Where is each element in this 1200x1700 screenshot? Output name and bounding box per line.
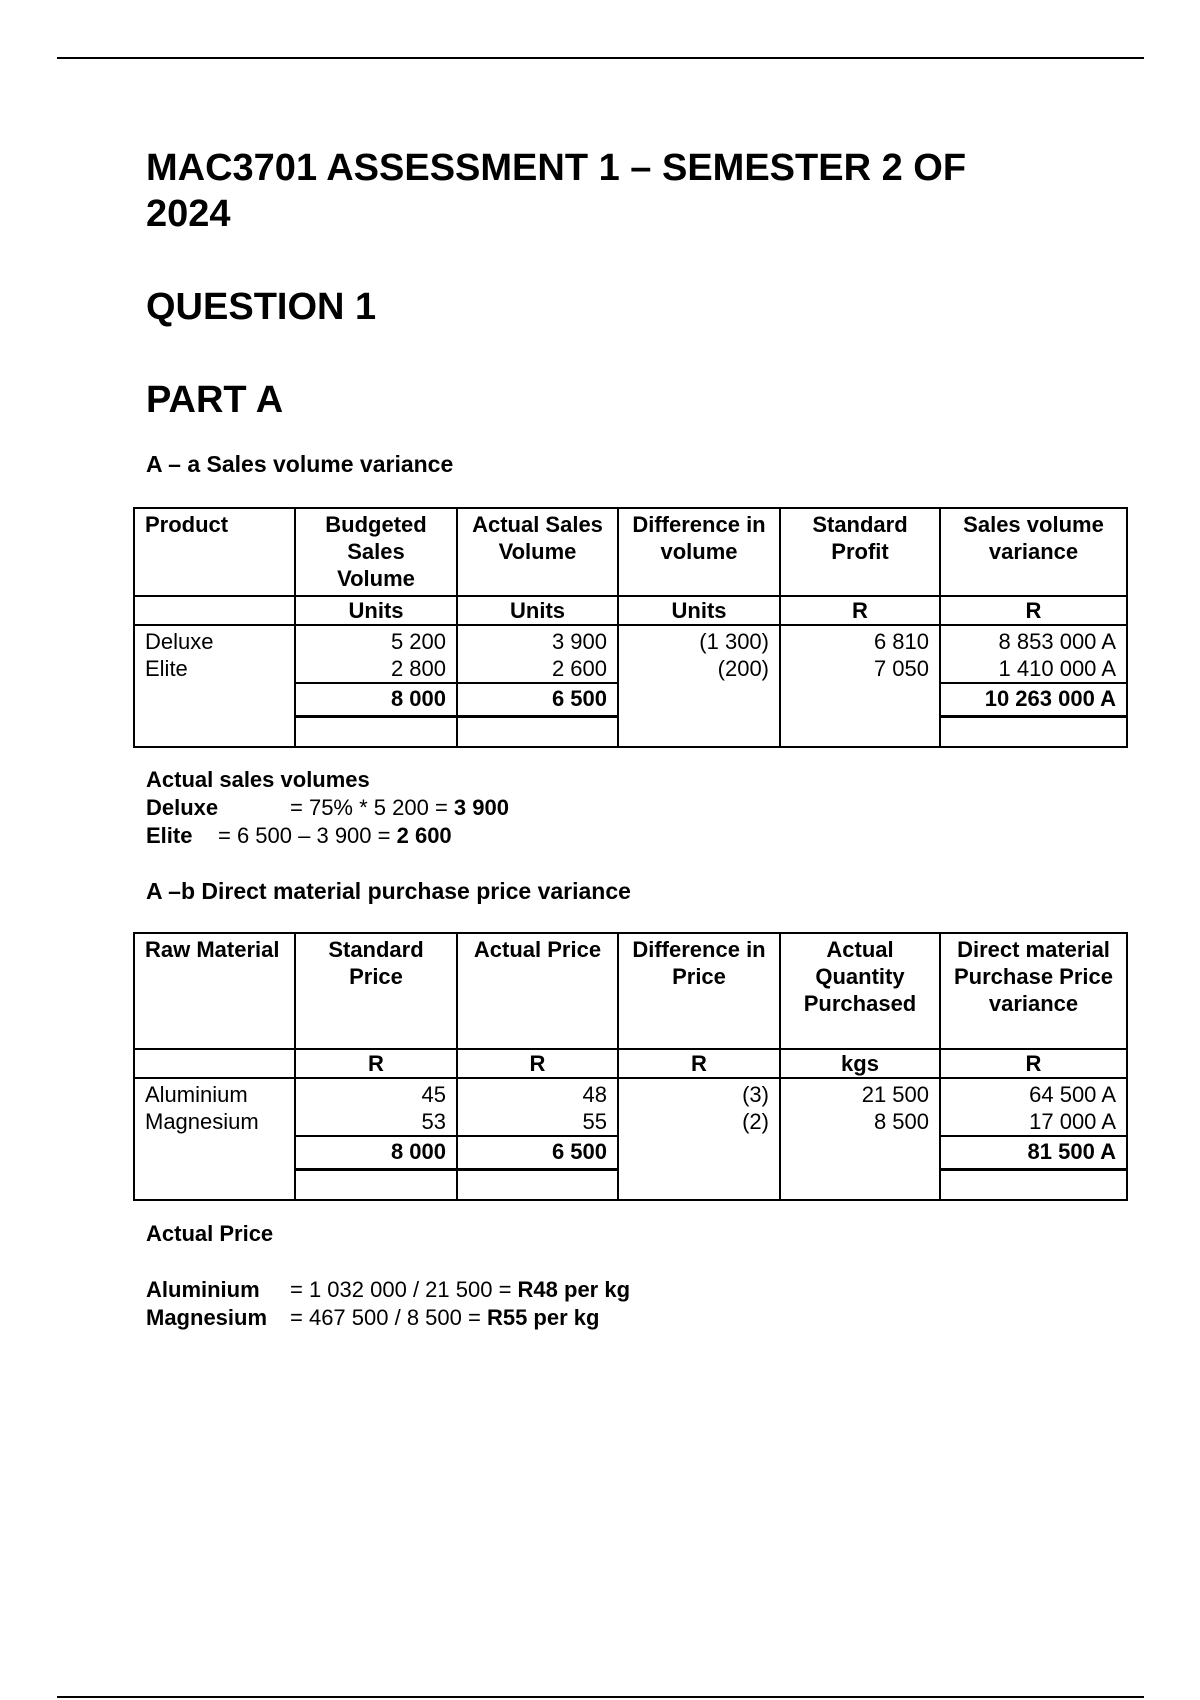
difference-cell: (1 300) [618, 625, 780, 655]
unit-cell: R [618, 1049, 780, 1078]
price-variance-table [133, 932, 1128, 1201]
units-row [134, 1049, 1127, 1078]
col-header: Raw Material [134, 933, 295, 1049]
actual-price-heading: Actual Price [146, 1221, 274, 1246]
difference-cell: (200) [618, 655, 780, 683]
actual-cell: 3 900 [457, 625, 618, 655]
unit-cell: Units [295, 596, 457, 625]
actual-price-block [146, 1220, 630, 1332]
magnesium-label: Magnesium [146, 1305, 268, 1330]
variance-cell: 17 000 A [940, 1108, 1127, 1136]
magnesium-calc: = 467 500 / 8 500 = [290, 1305, 487, 1330]
unit-cell: R [940, 596, 1127, 625]
col-header: Actual Sales Volume [457, 508, 618, 596]
document-title: MAC3701 ASSESSMENT 1 – SEMESTER 2 OF 2024 [146, 147, 967, 235]
standard-price-cell: 53 [295, 1108, 457, 1136]
table-row [134, 655, 1127, 683]
unit-cell: kgs [780, 1049, 940, 1078]
variance-cell: 1 410 000 A [940, 655, 1127, 683]
col-header: Standard Price [295, 933, 457, 1049]
unit-cell: R [457, 1049, 618, 1078]
quantity-cell: 8 500 [780, 1108, 940, 1136]
elite-result: 2 600 [396, 823, 452, 848]
unit-cell: Units [457, 596, 618, 625]
budgeted-cell: 2 800 [295, 655, 457, 683]
top-rule [57, 57, 1144, 59]
quantity-cell: 21 500 [780, 1078, 940, 1108]
total-row [134, 683, 1127, 717]
unit-cell: Units [618, 596, 780, 625]
profit-cell: 6 810 [780, 625, 940, 655]
actual-sales-heading: Actual sales volumes [146, 767, 370, 792]
aluminium-result: R48 per kg [517, 1277, 631, 1302]
deluxe-calc: = 75% * 5 200 = [290, 795, 454, 820]
question-heading: QUESTION 1 [146, 286, 377, 328]
variance-total: 10 263 000 A [940, 683, 1127, 717]
deluxe-result: 3 900 [453, 795, 509, 820]
table-footer-row [134, 1170, 1127, 1201]
unit-cell: R [295, 1049, 457, 1078]
units-row [134, 596, 1127, 625]
actual-total: 6 500 [457, 1136, 618, 1170]
standard-total: 8 000 [295, 1136, 457, 1170]
col-header: Budgeted Sales Volume [295, 508, 457, 596]
magnesium-result: R55 per kg [486, 1305, 600, 1330]
unit-cell [134, 1049, 295, 1078]
actual-sales-block [146, 766, 509, 850]
part-heading: PART A [146, 379, 284, 421]
unit-cell: R [780, 596, 940, 625]
actual-price-cell: 48 [457, 1078, 618, 1108]
col-header: Sales volume variance [940, 508, 1127, 596]
aluminium-calc: = 1 032 000 / 21 500 = [290, 1277, 518, 1302]
table-row [134, 625, 1127, 655]
bottom-rule [57, 1696, 1144, 1698]
difference-cell: (2) [618, 1108, 780, 1136]
col-header: Difference in volume [618, 508, 780, 596]
material-cell: Magnesium [134, 1108, 295, 1136]
col-header: Product [134, 508, 295, 596]
profit-cell: 7 050 [780, 655, 940, 683]
col-header: Difference in Price [618, 933, 780, 1049]
col-header: Direct material Purchase Price variance [940, 933, 1127, 1049]
table-footer-row [134, 717, 1127, 748]
sales-volume-table [133, 507, 1128, 748]
aluminium-label: Aluminium [146, 1277, 260, 1302]
sales-volume-heading: A – a Sales volume variance [146, 451, 454, 477]
standard-price-cell: 45 [295, 1078, 457, 1108]
table-header-row [134, 933, 1127, 1049]
total-row [134, 1136, 1127, 1170]
elite-calc: = 6 500 – 3 900 = [218, 823, 397, 848]
col-header: Actual Quantity Purchased [780, 933, 940, 1049]
material-cell: Aluminium [134, 1078, 295, 1108]
deluxe-label: Deluxe [146, 795, 219, 820]
actual-total: 6 500 [457, 683, 618, 717]
elite-label: Elite [146, 823, 193, 848]
unit-cell: R [940, 1049, 1127, 1078]
difference-cell: (3) [618, 1078, 780, 1108]
unit-cell [134, 596, 295, 625]
product-cell: Elite [134, 655, 295, 683]
price-variance-heading: A –b Direct material purchase price variance [146, 878, 631, 904]
variance-cell: 64 500 A [940, 1078, 1127, 1108]
product-cell: Deluxe [134, 625, 295, 655]
actual-price-cell: 55 [457, 1108, 618, 1136]
col-header: Standard Profit [780, 508, 940, 596]
actual-cell: 2 600 [457, 655, 618, 683]
table-row [134, 1078, 1127, 1108]
col-header: Actual Price [457, 933, 618, 1049]
table-row [134, 1108, 1127, 1136]
budgeted-cell: 5 200 [295, 625, 457, 655]
variance-cell: 8 853 000 A [940, 625, 1127, 655]
table-header-row [134, 508, 1127, 596]
variance-total: 81 500 A [940, 1136, 1127, 1170]
budgeted-total: 8 000 [295, 683, 457, 717]
